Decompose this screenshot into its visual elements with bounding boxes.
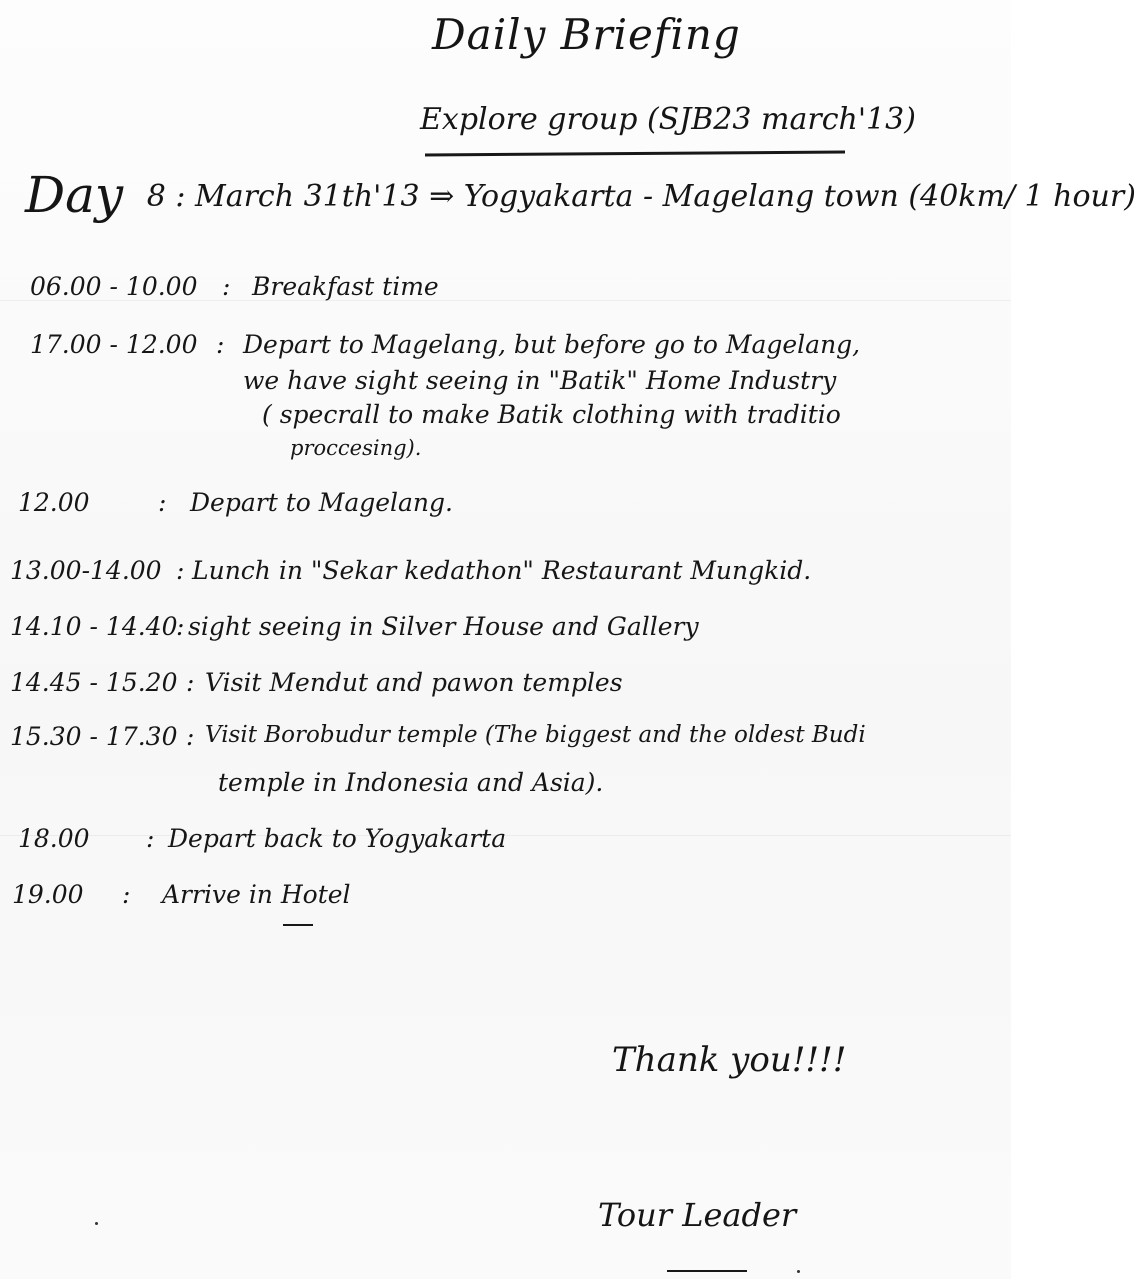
schedule-desc: Depart to Magelang.	[190, 488, 453, 517]
schedule-separator: :	[186, 668, 195, 697]
signature-underline	[667, 1270, 747, 1272]
schedule-desc: ( specrall to make Batik clothing with traditio	[262, 400, 841, 429]
schedule-desc: proccesing).	[290, 436, 422, 460]
day-number: 8	[146, 179, 166, 214]
ink-dot	[95, 1222, 98, 1225]
underline-mark	[283, 924, 313, 926]
schedule-separator: :	[122, 880, 131, 909]
schedule-desc: Depart to Magelang, but before go to Magelang,	[243, 330, 861, 359]
page-title: Daily Briefing	[432, 10, 741, 59]
schedule-desc: Depart back to Yogyakarta	[168, 824, 507, 853]
day-label: Day	[25, 166, 124, 224]
page-subtitle: Explore group (SJB23 march'13)	[420, 102, 916, 137]
ink-dot	[797, 1270, 800, 1273]
thank-you-note: Thank you!!!!	[612, 1040, 847, 1080]
day-date: : March 31th'13	[175, 179, 420, 214]
day-heading	[25, 166, 1136, 224]
schedule-time: 14.10 - 14.40	[10, 612, 178, 641]
schedule-desc: Lunch in "Sekar kedathon" Restaurant Mungkid.	[192, 556, 812, 585]
schedule-time: 06.00 - 10.00	[30, 272, 198, 301]
schedule-desc: sight seeing in Silver House and Gallery	[188, 612, 699, 641]
schedule-time: 12.00	[18, 488, 90, 517]
schedule-separator: :	[176, 612, 185, 641]
schedule-desc: Visit Borobudur temple (The biggest and the oldest Budi	[205, 722, 866, 748]
title-underline	[425, 151, 845, 157]
day-route: Yogyakarta - Magelang town (40km/ 1 hour)	[463, 179, 1136, 214]
schedule-time: 19.00	[12, 880, 84, 909]
schedule-separator: :	[216, 330, 225, 359]
route-arrow: ⇒	[429, 179, 455, 214]
schedule-separator: :	[186, 722, 195, 751]
schedule-desc: we have sight seeing in "Batik" Home Industry	[243, 366, 837, 395]
schedule-desc: Arrive in Hotel	[162, 880, 351, 909]
schedule-separator: :	[222, 272, 231, 301]
schedule-separator: :	[176, 556, 185, 585]
signature-tour-leader: Tour Leader	[598, 1196, 797, 1234]
schedule-time: 15.30 - 17.30	[10, 722, 178, 751]
schedule-desc: Breakfast time	[252, 272, 439, 301]
schedule-time: 13.00-14.00	[10, 556, 162, 585]
schedule-time: 14.45 - 15.20	[10, 668, 178, 697]
schedule-separator: :	[146, 824, 155, 853]
schedule-separator: :	[158, 488, 167, 517]
schedule-desc: Visit Mendut and pawon temples	[205, 668, 623, 697]
schedule-time: 17.00 - 12.00	[30, 330, 198, 359]
schedule-desc: temple in Indonesia and Asia).	[218, 768, 604, 797]
schedule-time: 18.00	[18, 824, 90, 853]
